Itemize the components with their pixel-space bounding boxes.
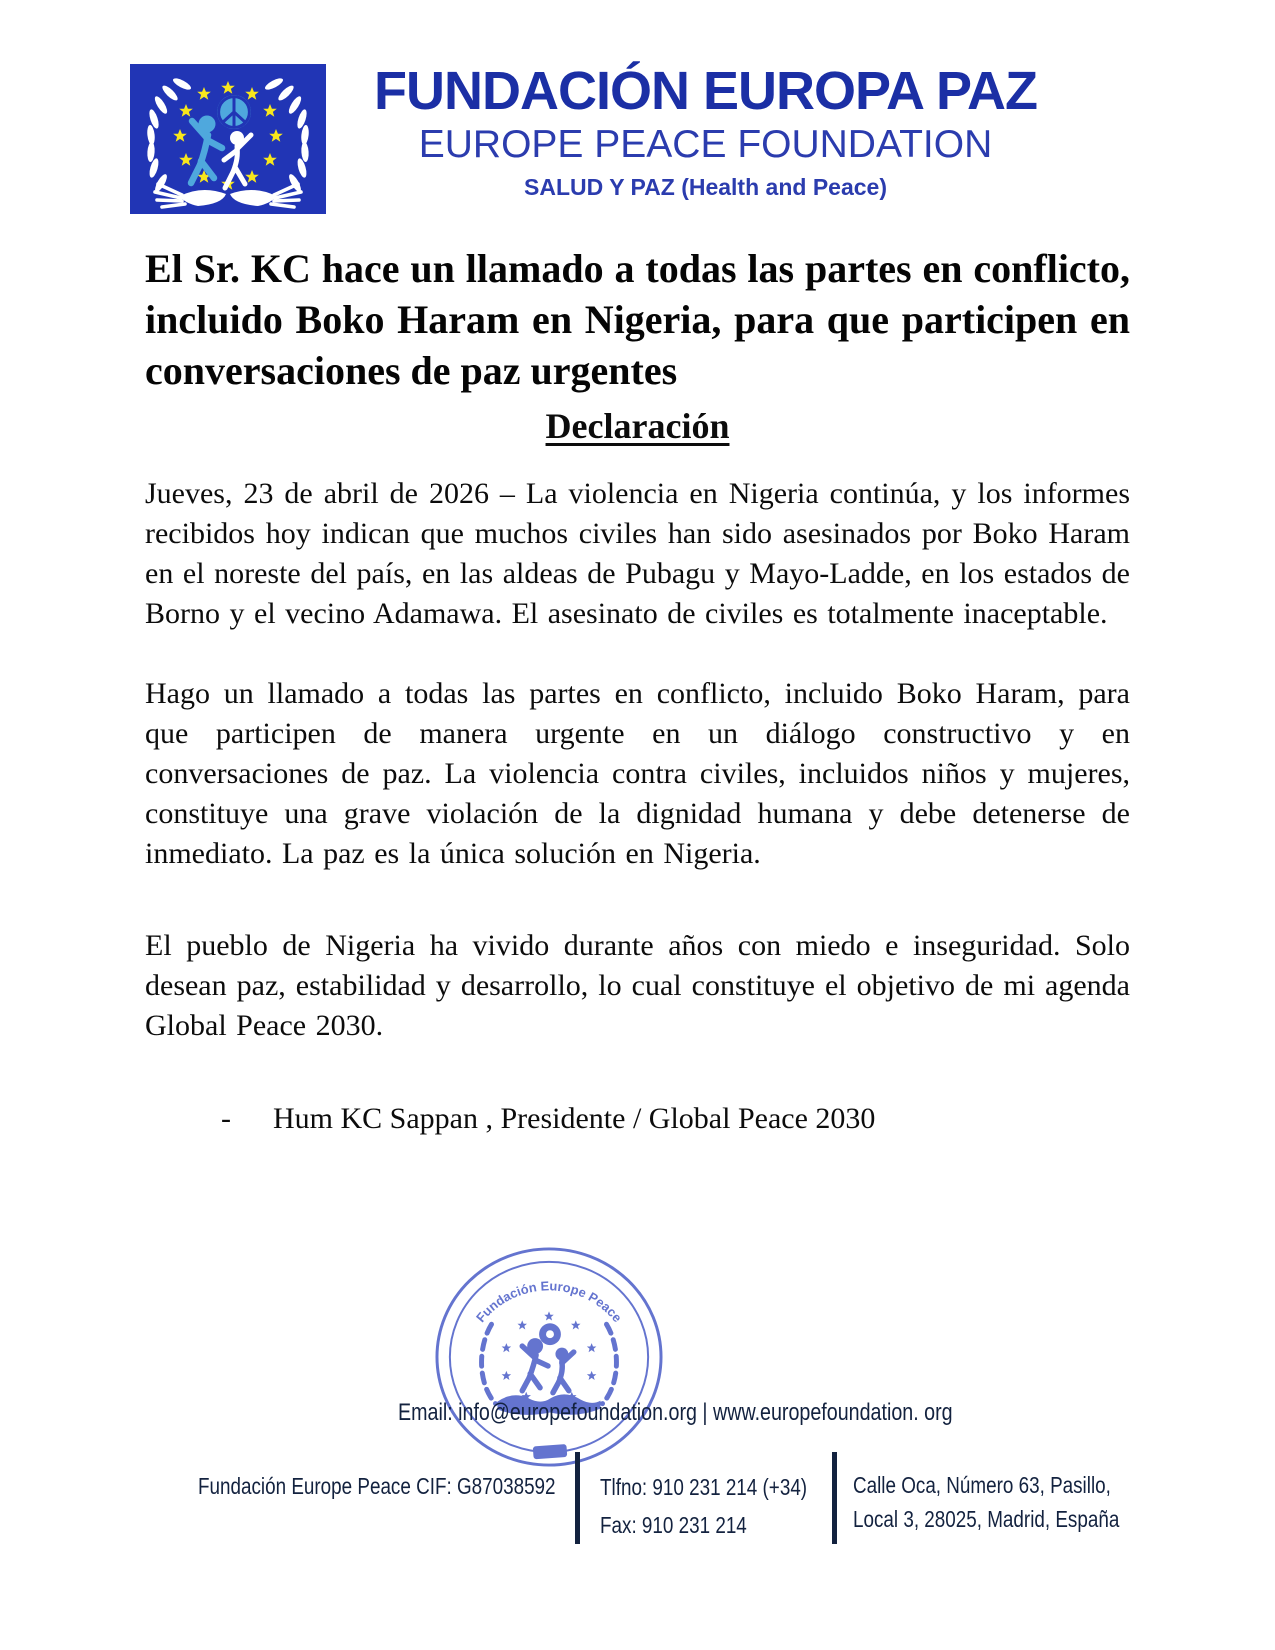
org-name-english: EUROPE PEACE FOUNDATION bbox=[418, 123, 993, 166]
paragraph-3: El pueblo de Nigeria ha vivido durante años con miedo e inseguridad. Solo desean paz, estabilidad y desarrollo, lo cual constituye el objetivo de mi agenda Global Peace 2030. bbox=[145, 929, 1130, 1042]
stamp-curved-text: Fundación Europe Peace bbox=[472, 1278, 626, 1326]
foundation-stamp-icon bbox=[430, 1243, 668, 1471]
stamp-disc bbox=[539, 1323, 561, 1345]
footer-address-1: Calle Oca, Número 63, Pasillo, bbox=[853, 1472, 1111, 1498]
paragraph-2: Hago un llamado a todas las partes en conflicto, incluido Boko Haram, para que participen de manera urgente en un diálogo constructivo y en conversaciones de paz. La violencia contra civiles, incluidos niños y mujeres, constituye una grave violación de la dignidad humana y debe detenerse de inmediato. La paz es la única solución en Nigeria. bbox=[145, 677, 1130, 870]
footer-divider-2 bbox=[832, 1452, 837, 1544]
statement-headline: El Sr. KC hace un llamado a todas las partes en conflicto, incluido Boko Haram en Nigeria, para que participen en conversaciones de paz urgentes bbox=[145, 246, 1130, 393]
email-and-website-text: Email: info@europefoundation.org | www.europefoundation. org bbox=[398, 1399, 953, 1426]
org-tagline: SALUD Y PAZ (Health and Peace) bbox=[524, 174, 887, 200]
signature-dash: - bbox=[221, 1102, 231, 1135]
footer-phone-block bbox=[600, 1464, 832, 1544]
stamp-figures bbox=[522, 1338, 574, 1393]
footer bbox=[198, 1464, 1125, 1544]
footer-divider-1 bbox=[575, 1452, 580, 1544]
paragraph-1: Jueves, 23 de abril de 2026 – La violencia en Nigeria continúa, y los informes recibidos hoy indican que muchos civiles han sido asesinados por Boko Haram en el noreste del país, en las aldeas de Pubagu y Mayo-Ladde, en los estados de Borno y el vecino Adamawa. El asesinato de civiles es totalmente inaceptable. bbox=[145, 477, 1130, 630]
letterhead bbox=[130, 61, 1145, 216]
peace-symbol-icon bbox=[217, 95, 251, 129]
footer-address-block bbox=[853, 1464, 1125, 1536]
signature-line bbox=[145, 1102, 1130, 1136]
foundation-logo-icon bbox=[130, 64, 326, 214]
footer-fax: Fax: 910 231 214 bbox=[600, 1512, 747, 1538]
signature-text: Hum KC Sappan , Presidente / Global Peace 2030 bbox=[273, 1102, 876, 1135]
footer-org-cif: Fundación Europe Peace CIF: G87038592 bbox=[198, 1473, 556, 1499]
contact-email-line bbox=[398, 1399, 1074, 1427]
footer-address-2: Local 3, 28025, Madrid, España bbox=[853, 1506, 1120, 1532]
statement-body bbox=[145, 243, 1130, 1136]
statement-subtitle: Declaración bbox=[545, 406, 730, 446]
org-name-spanish: FUNDACIÓN EUROPA PAZ bbox=[374, 61, 1037, 121]
footer-phone: Tlfno: 910 231 214 (+34) bbox=[600, 1474, 808, 1500]
org-titles bbox=[326, 61, 1145, 216]
